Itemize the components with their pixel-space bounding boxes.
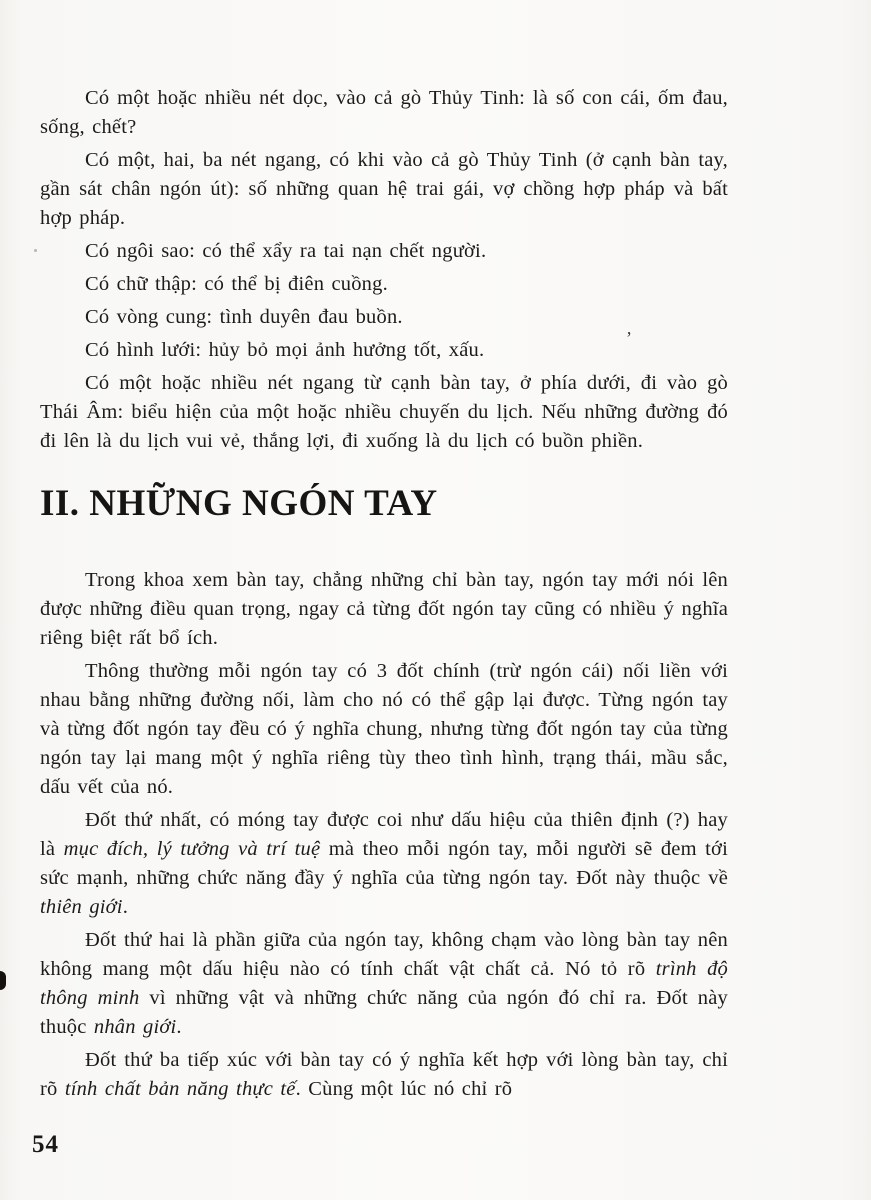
scan-edge-artifact	[0, 971, 6, 990]
paragraph	[40, 84, 728, 142]
paragraph-group-top	[40, 84, 728, 456]
text-run: mà theo mỗi ngón tay, mỗi người sẽ đem tới sức mạnh, những chức năng đầy ý nghĩa của từng ngón tay. Đốt này thuộc về	[40, 838, 728, 889]
text-column	[40, 84, 728, 1104]
paragraph	[40, 566, 728, 653]
paragraph	[40, 1046, 728, 1104]
text-run: Có một hoặc nhiều nét ngang từ cạnh bàn tay, ở phía dưới, đi vào gò Thái Âm: biểu hiện của một hoặc nhiều chuyến du lịch. Nếu những đường đó đi lên là du lịch vui vẻ, thắng lợi, đi xuống là du lịch có buồn phiền.	[40, 372, 728, 452]
text-run: .	[122, 896, 129, 918]
text-run: Có vòng cung: tình duyên đau buồn.	[85, 306, 403, 328]
paragraph-group-bottom	[40, 566, 728, 1104]
paragraph	[40, 806, 728, 922]
text-run: Có một, hai, ba nét ngang, có khi vào cả gò Thủy Tinh (ở cạnh bàn tay, gần sát chân ngón út): số những quan hệ trai gái, vợ chồng hợp pháp và bất hợp pháp.	[40, 149, 728, 229]
text-run: Đốt thứ ba tiếp xúc với bàn tay có ý nghĩa kết hợp với lòng bàn tay, chỉ rõ	[40, 1049, 728, 1100]
text-run: Có một hoặc nhiều nét dọc, vào cả gò Thủy Tinh: là số con cái, ốm đau, sống, chết?	[40, 87, 728, 138]
paragraph	[40, 146, 728, 233]
paragraph	[40, 303, 728, 332]
faint-dot-artifact	[34, 249, 37, 252]
paragraph	[40, 657, 728, 802]
text-run: vì những vật và những chức năng của ngón đó chỉ ra. Đốt này thuộc	[40, 987, 728, 1038]
italic-text-run: mục đích, lý tưởng và trí tuệ	[63, 838, 321, 860]
text-run: Thông thường mỗi ngón tay có 3 đốt chính (trừ ngón cái) nối liền với nhau bằng những đường nối, làm cho nó có thể gập lại được. Từng ngón tay và từng đốt ngón tay đều có ý nghĩa chung, nhưng từng đốt ngón tay của từng ngón tay lại mang một ý nghĩa riêng tùy theo tình hình, trạng thái, mầu sắc, dấu vết của nó.	[40, 660, 728, 798]
text-run: . Cùng một lúc nó chỉ rõ	[295, 1078, 513, 1100]
page-number: 54	[32, 1131, 59, 1158]
italic-text-run: nhân giới	[93, 1016, 177, 1038]
text-run: Trong khoa xem bàn tay, chẳng những chỉ bàn tay, ngón tay mới nói lên được những điều quan trọng, ngay cả từng đốt ngón tay cũng có nhiều ý nghĩa riêng biệt rất bổ ích.	[40, 569, 728, 649]
paragraph	[40, 270, 728, 299]
section-heading: II. NHỮNG NGÓN TAY	[40, 483, 438, 524]
italic-text-run: thiên giới	[40, 896, 123, 918]
italic-text-run: trình độ thông minh	[40, 958, 728, 1009]
stray-mark-artifact: ’	[626, 328, 632, 348]
text-run: Có ngôi sao: có thể xẩy ra tai nạn chết người.	[85, 240, 487, 262]
paragraph	[40, 237, 728, 266]
paragraph	[40, 369, 728, 456]
text-run: Đốt thứ hai là phần giữa của ngón tay, không chạm vào lòng bàn tay nên không mang một dấu hiệu nào có tính chất vật chất cả. Nó tỏ rõ	[40, 929, 728, 980]
text-run: Có hình lưới: hủy bỏ mọi ảnh hưởng tốt, xấu.	[85, 339, 485, 361]
text-run: Có chữ thập: có thể bị điên cuồng.	[85, 273, 388, 295]
italic-text-run: tính chất bản năng thực tế	[64, 1078, 296, 1100]
paragraph	[40, 926, 728, 1042]
text-run: Đốt thứ nhất, có móng tay được coi như dấu hiệu của thiên định (?) hay là	[40, 809, 728, 860]
text-run: .	[176, 1016, 182, 1038]
paragraph	[40, 336, 728, 365]
